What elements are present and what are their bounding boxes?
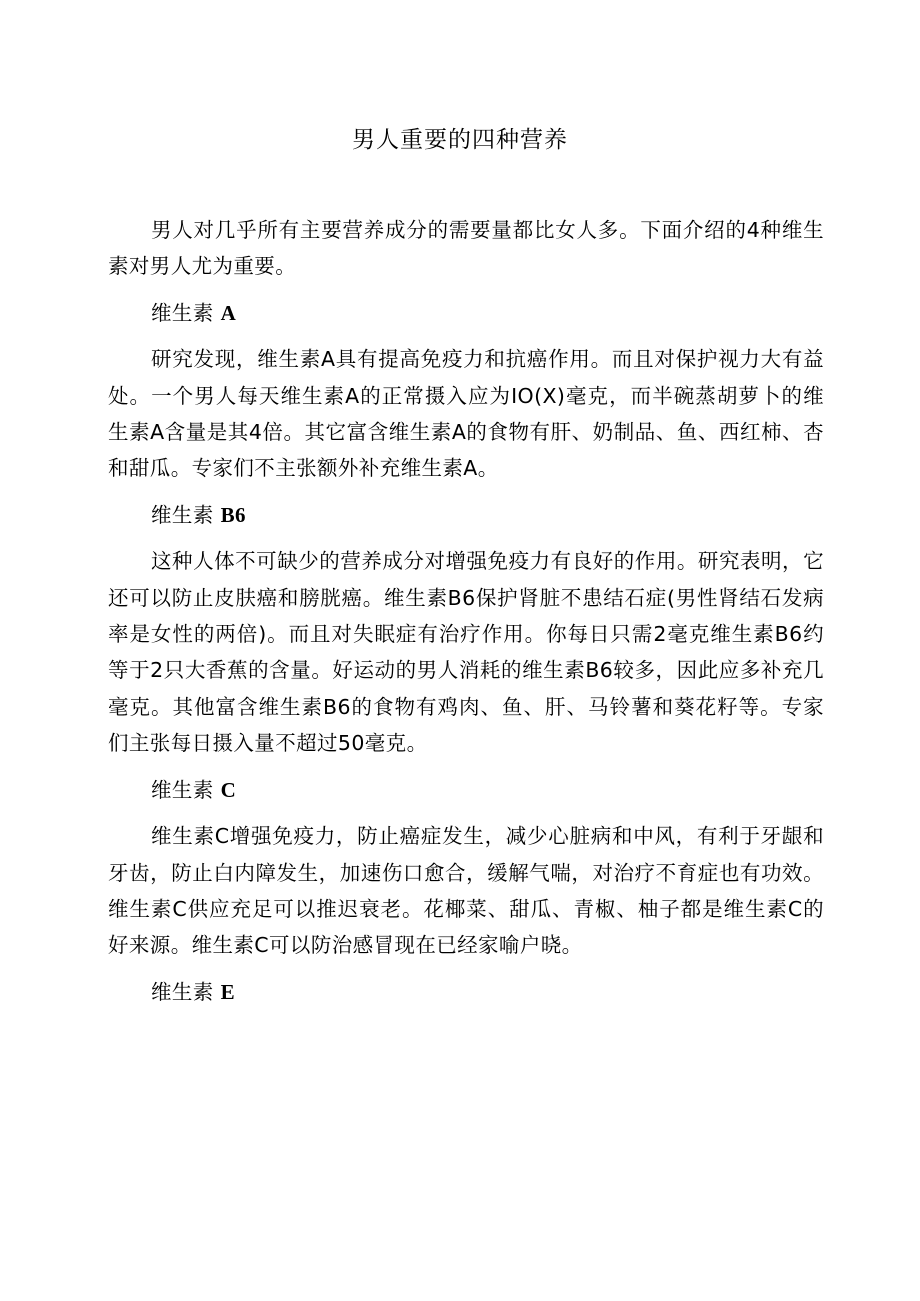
section-heading-vitamin-b6 [108,497,824,533]
heading-text: 维生素 [151,502,214,527]
heading-letter: C [220,777,237,802]
document-body [108,212,824,1020]
heading-text: 维生素 [151,777,214,802]
heading-letter: B6 [220,502,246,527]
intro-paragraph: 男人对几乎所有主要营养成分的需要量都比女人多。下面介绍的4种维生素对男人尤为重要。 [108,218,824,279]
section-body-vitamin-a: 研究发现，维生素A具有提高免疫力和抗癌作用。而且对保护视力大有益处。一个男人每天维生素A的正常摄入应为IO(X)毫克，而半碗蒸胡萝卜的维生素A含量是其4倍。其它富含维生素A的食物有肝、奶制品、鱼、西红柿、杏和甜瓜。专家们不主张额外补充维生素A。 [108,347,824,481]
section-heading-vitamin-c [108,772,824,808]
document-title: 男人重要的四种营养 [352,127,568,153]
heading-text: 维生素 [151,300,214,325]
section-heading-vitamin-a [108,295,824,331]
heading-letter: A [220,300,237,325]
section-body-vitamin-b6: 这种人体不可缺少的营养成分对增强免疫力有良好的作用。研究表明，它还可以防止皮肤癌和膀胱癌。维生素B6保护肾脏不患结石症(男性肾结石发病率是女性的两倍)。而且对失眠症有治疗作用。你每日只需2毫克维生素B6约等于2只大香蕉的含量。好运动的男人消耗的维生素B6较多，因此应多补充几毫克。其他富含维生素B6的食物有鸡肉、鱼、肝、马铃薯和葵花籽等。专家们主张每日摄入量不超过50毫克。 [108,549,824,756]
heading-text: 维生素 [151,979,214,1004]
heading-letter: E [220,979,236,1004]
section-body-vitamin-c: 维生素C增强免疫力，防止癌症发生，减少心脏病和中风，有利于牙龈和牙齿，防止白内障发生，加速伤口愈合，缓解气喘，对治疗不育症也有功效。维生素C供应充足可以推迟衰老。花椰菜、甜瓜、青椒、柚子都是维生素C的好来源。维生素C可以防治感冒现在已经家喻户晓。 [108,824,824,958]
section-heading-vitamin-e [108,974,824,1010]
